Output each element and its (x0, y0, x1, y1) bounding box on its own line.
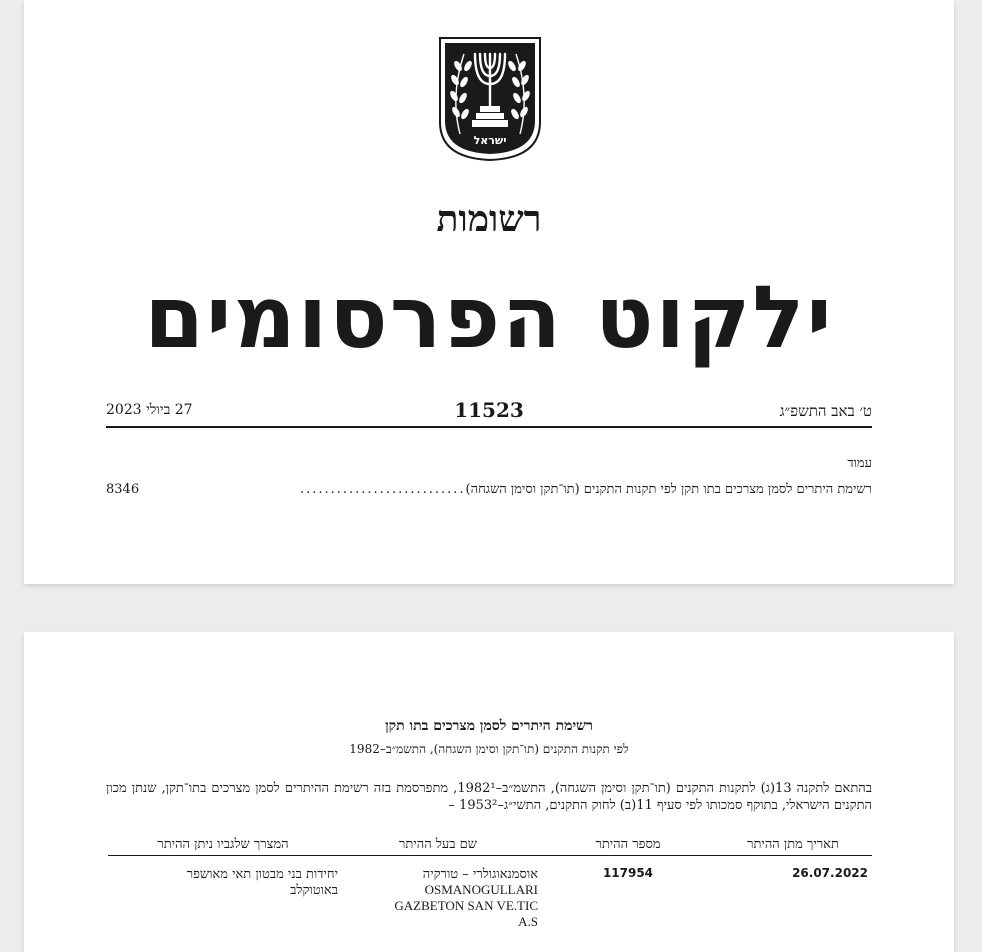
issue-number: 11523 (454, 398, 524, 422)
state-emblem-icon (438, 36, 542, 162)
toc-page-header: עמוד (847, 456, 872, 471)
permits-list-page (24, 632, 954, 952)
section-title: רשימת היתרים לסמן מצרכים בתו תקן (385, 718, 593, 734)
table-header-row (108, 836, 872, 856)
toc-entry-page[interactable]: 8346 (106, 482, 140, 497)
header-date: תאריך מתן ההיתר (747, 837, 839, 852)
cell-permit-number: 117954 (602, 866, 654, 880)
toc-entry[interactable] (106, 481, 872, 497)
issue-hebrew-date: ט׳ באב התשפ״ג (779, 402, 872, 420)
series-name: רשומות (436, 198, 542, 240)
emblem-inscription: ישראל (473, 134, 507, 147)
toc-entry-leader: ........................... (299, 482, 466, 497)
intro-paragraph: בהתאם לתקנה 13(ג) לתקנות התקנים (תו־תקן וסימן השגחה), התשמ״ב–1982¹, מתפרסמת בזה רשימת ההיתרים לסמן מצרכים בתו־תקן, שנתן מכון התקנים הישראלי, בתוקף סמכותו לפי סעיף 11(ב) לחוק התקנים, התשי״ג–1953² – (106, 781, 872, 813)
permits-table (108, 836, 872, 930)
holder-latin-line-2: GAZBETON SAN VE.TIC (394, 898, 538, 913)
cell-holder (338, 866, 538, 930)
toc-entry-title[interactable]: רשימת היתרים לסמן מצרכים בתו תקן לפי תקנות התקנים (תו־תקן וסימן השגחה) (465, 482, 872, 497)
header-permit-number: מספר ההיתר (595, 837, 661, 852)
cell-date: 26.07.2022 (792, 866, 868, 880)
holder-latin-line-1: OSMANOGULLARI (424, 882, 538, 897)
holder-hebrew-name: אוסמנאוגולרי – טורקיה (422, 867, 538, 882)
holder-latin-line-3: A.S (518, 914, 538, 929)
gazette-cover-page (24, 0, 954, 584)
issue-gregorian-date: 27 ביולי 2023 (106, 402, 193, 418)
header-holder: שם בעל ההיתר (399, 837, 477, 852)
issue-header (106, 398, 872, 428)
header-product: המצרך שלגביו ניתן ההיתר (157, 837, 289, 852)
section-subtitle: לפי תקנות התקנים (תו־תקן וסימן השגחה), התשמ״ב–1982 (349, 742, 629, 756)
cell-product: יחידות בני מבטון תאי מאושפר באוטוקלב (186, 867, 338, 898)
table-row (108, 856, 872, 930)
publication-title: ילקוט הפרסומים (144, 268, 834, 368)
